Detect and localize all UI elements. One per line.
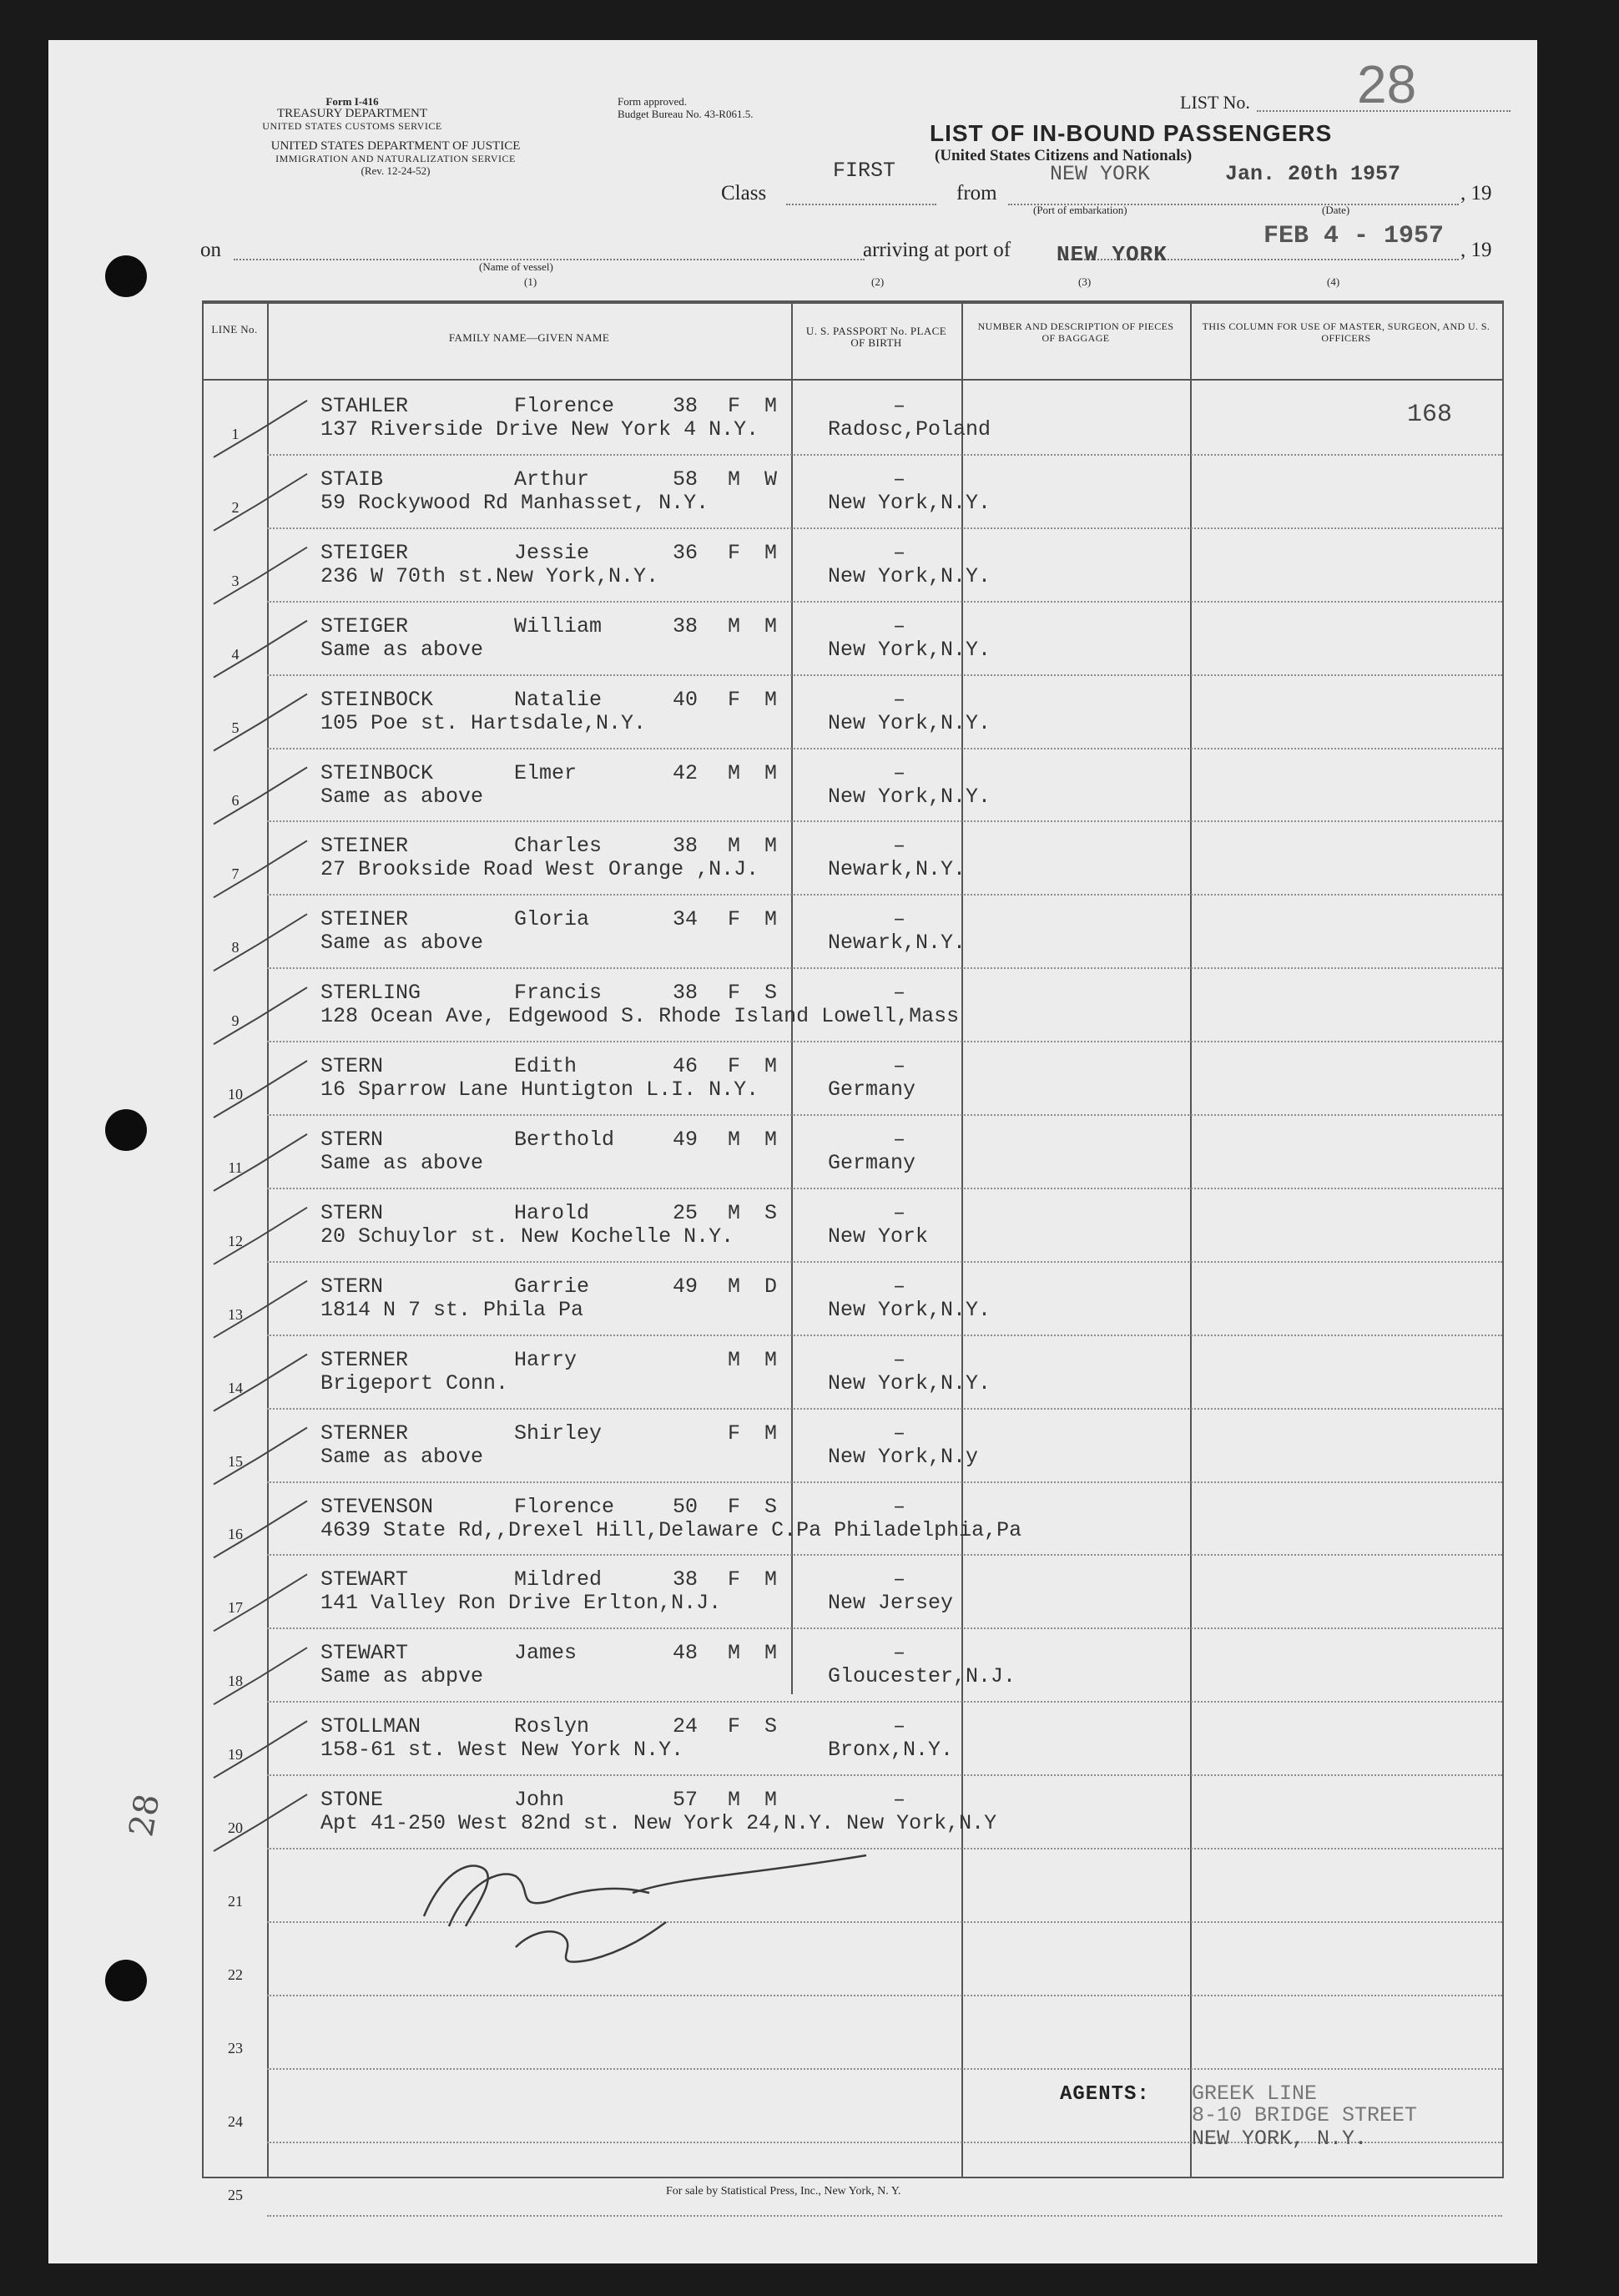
- address: Same as abpve: [320, 1664, 484, 1689]
- passport-no: –: [893, 1200, 906, 1225]
- family-name: STAHLER: [320, 394, 409, 418]
- sex: M: [728, 760, 741, 785]
- address: 158-61 st. West New York N.Y.: [320, 1738, 684, 1763]
- place-of-birth: New Jersey: [828, 1591, 954, 1616]
- passport-no: –: [893, 467, 906, 492]
- given-name: William: [514, 613, 603, 638]
- check-mark: [214, 1355, 307, 1411]
- given-name: Florence: [514, 1494, 615, 1519]
- sex: M: [728, 834, 741, 859]
- given-name: Berthold: [514, 1128, 615, 1152]
- treasury-department: TREASURY DEPARTMENT: [276, 107, 428, 120]
- manifest-page: [48, 40, 1537, 2263]
- immigration-service: IMMIGRATION AND NATURALIZATION SERVICE: [275, 153, 516, 164]
- address: 141 Valley Ron Drive Erlton,N.J.: [320, 1591, 722, 1616]
- sex: M: [728, 1128, 741, 1152]
- sex: F: [728, 981, 741, 1006]
- budget-bureau: Budget Bureau No. 43-R061.5.: [618, 108, 754, 120]
- place-of-birth: Newark,N.Y.: [828, 931, 966, 956]
- line-number: 10: [228, 1086, 243, 1103]
- passport-no: –: [893, 687, 906, 712]
- line-number: 23: [228, 2039, 243, 2056]
- marital-status: M: [764, 687, 778, 712]
- check-mark: [214, 694, 307, 751]
- passport-no: –: [893, 540, 906, 565]
- age: 57: [673, 1788, 699, 1813]
- sex: M: [728, 1347, 741, 1372]
- place-of-birth: New York,N.Y.: [828, 1297, 991, 1322]
- given-name: Harry: [514, 1347, 577, 1372]
- form-approved: Form approved.: [618, 95, 688, 108]
- family-name: STEIGER: [320, 540, 409, 565]
- marital-status: M: [764, 1641, 778, 1666]
- column-header-name: FAMILY NAME—GIVEN NAME: [448, 331, 610, 344]
- place-of-birth: New York: [828, 1224, 929, 1249]
- check-mark: [214, 1134, 307, 1191]
- address: Same as above: [320, 1151, 484, 1175]
- address: 128 Ocean Ave, Edgewood S. Rhode Island Lowell,Mass: [320, 1004, 960, 1029]
- handwritten-marks: [48, 40, 1537, 2263]
- line-number: 9: [231, 1012, 240, 1030]
- given-name: John: [514, 1788, 565, 1813]
- address: 4639 State Rd,,Drexel Hill,Delaware C.Pa Philadelphia,Pa: [320, 1517, 1022, 1542]
- line-number: 8: [231, 939, 240, 956]
- given-name: Mildred: [514, 1567, 603, 1592]
- passport-no: –: [893, 981, 906, 1006]
- marital-status: M: [764, 540, 778, 565]
- family-name: STEINBOCK: [320, 760, 434, 785]
- age: 38: [673, 394, 699, 418]
- family-name: STONE: [320, 1788, 384, 1813]
- family-name: STERN: [320, 1200, 384, 1225]
- form-revision: (Rev. 12-24-52): [361, 164, 431, 177]
- column-ref-2: (2): [871, 275, 885, 288]
- sex: F: [728, 1714, 741, 1739]
- check-mark: [214, 767, 307, 824]
- line-number: 1: [231, 425, 240, 442]
- check-mark: [214, 914, 307, 971]
- family-name: STEINBOCK: [320, 687, 434, 712]
- family-name: STERNER: [320, 1420, 409, 1446]
- address: Same as above: [320, 784, 484, 809]
- line-number: 11: [228, 1158, 243, 1176]
- passport-no: –: [893, 760, 906, 785]
- sex: F: [728, 907, 741, 932]
- given-name: Gloria: [514, 907, 590, 932]
- age: 49: [673, 1128, 699, 1152]
- check-mark: [214, 987, 307, 1044]
- check-mark: [214, 1648, 307, 1704]
- marital-status: M: [764, 613, 778, 638]
- passport-no: –: [893, 1420, 906, 1446]
- marital-status: M: [764, 1420, 778, 1446]
- check-mark: [214, 840, 307, 897]
- age: 40: [673, 687, 699, 712]
- passport-no: –: [893, 1054, 906, 1079]
- agents-label: AGENTS:: [1060, 2083, 1150, 2106]
- given-name: Harold: [514, 1200, 590, 1225]
- sex: F: [728, 1054, 741, 1079]
- check-mark: [214, 1061, 307, 1118]
- line-number: 19: [228, 1746, 243, 1764]
- address: Same as above: [320, 931, 484, 956]
- family-name: STERN: [320, 1054, 384, 1079]
- agent-line-3: NEW YORK, N.Y.: [1192, 2127, 1368, 2151]
- sex: M: [728, 467, 741, 492]
- marital-status: M: [764, 760, 778, 785]
- check-mark: [214, 1208, 307, 1264]
- given-name: Edith: [514, 1054, 577, 1079]
- age: 36: [673, 540, 699, 565]
- passport-no: –: [893, 613, 906, 638]
- column-ref-1: (1): [524, 275, 537, 288]
- family-name: STOLLMAN: [320, 1714, 421, 1739]
- check-mark: [214, 1794, 307, 1851]
- marital-status: M: [764, 1567, 778, 1592]
- line-number: 12: [228, 1232, 243, 1249]
- list-subtitle: (United States Citizens and Nationals): [935, 147, 1193, 164]
- marital-status: S: [764, 1714, 778, 1739]
- address: Brigeport Conn.: [320, 1370, 509, 1395]
- sex: M: [728, 1200, 741, 1225]
- place-of-birth: New York,N.Y.: [828, 1370, 991, 1395]
- place-of-birth: New York,N.Y.: [828, 490, 991, 515]
- given-name: Garrie: [514, 1274, 590, 1299]
- checkmark-group: [214, 401, 307, 1851]
- line-number: 25: [228, 2186, 243, 2203]
- check-mark: [214, 1574, 307, 1631]
- line-number: 3: [231, 572, 240, 589]
- class-value: FIRST: [833, 159, 896, 183]
- given-name: James: [514, 1641, 577, 1666]
- address: 20 Schuylor st. New Kochelle N.Y.: [320, 1224, 734, 1249]
- column-ref-4: (4): [1327, 275, 1340, 288]
- place-of-birth: New York,N.Y.: [828, 637, 991, 662]
- family-name: STERN: [320, 1274, 384, 1299]
- family-name: STERNER: [320, 1347, 409, 1372]
- sex: F: [728, 1420, 741, 1446]
- agent-line-1: GREEK LINE: [1192, 2082, 1318, 2106]
- age: 46: [673, 1054, 699, 1079]
- sex: F: [728, 540, 741, 565]
- address: 59 Rockywood Rd Manhasset, N.Y.: [320, 490, 709, 515]
- place-of-birth: Radosc,Poland: [828, 417, 991, 442]
- customs-service: UNITED STATES CUSTOMS SERVICE: [262, 120, 442, 132]
- list-title: LIST OF IN-BOUND PASSENGERS: [930, 120, 1333, 146]
- year-suffix: , 19: [1460, 182, 1492, 204]
- check-mark: [214, 621, 307, 678]
- address: 1814 N 7 st. Phila Pa: [320, 1297, 584, 1322]
- passport-no: –: [893, 1788, 906, 1813]
- column-header-line-no: LINE No.: [211, 323, 258, 336]
- passport-no: –: [893, 834, 906, 859]
- passport-no: –: [893, 1347, 906, 1372]
- passport-no: –: [893, 1714, 906, 1739]
- family-name: STERN: [320, 1128, 384, 1152]
- age: 48: [673, 1641, 699, 1666]
- passport-no: –: [893, 394, 906, 418]
- given-name: Natalie: [514, 687, 603, 712]
- from-label: from: [956, 182, 997, 204]
- officer-note: 168: [1407, 401, 1453, 429]
- sex: F: [728, 687, 741, 712]
- arrival-port: NEW YORK: [1057, 242, 1168, 267]
- address: 16 Sparrow Lane Huntigton L.I. N.Y.: [320, 1077, 759, 1103]
- family-name: STEWART: [320, 1567, 409, 1592]
- marital-status: S: [764, 981, 778, 1006]
- age: 50: [673, 1494, 699, 1519]
- column-header-officers: THIS COLUMN FOR USE OF MASTER, SURGEON, AND U. S. OFFICERS: [1202, 320, 1490, 344]
- sex: M: [728, 1274, 741, 1299]
- address: 105 Poe st. Hartsdale,N.Y.: [320, 710, 647, 735]
- check-mark: [214, 474, 307, 531]
- line-number: 15: [228, 1452, 243, 1470]
- margin-note: 28: [122, 1790, 168, 1840]
- line-number: 24: [228, 2112, 243, 2130]
- line-number: 13: [228, 1305, 243, 1323]
- address: Same as above: [320, 637, 484, 662]
- line-number: 2: [231, 498, 240, 516]
- check-mark: [214, 1721, 307, 1778]
- place-of-birth: Newark,N.Y.: [828, 857, 966, 882]
- line-number: 7: [231, 865, 240, 883]
- age: 38: [673, 613, 699, 638]
- marital-status: S: [764, 1494, 778, 1519]
- official-signature: [424, 1855, 866, 1962]
- place-of-birth: Germany: [828, 1077, 916, 1103]
- place-of-birth: New York,N.Y.: [828, 563, 991, 588]
- marital-status: M: [764, 1788, 778, 1813]
- marital-status: M: [764, 394, 778, 418]
- family-name: STEVENSON: [320, 1494, 434, 1519]
- marital-status: M: [764, 1054, 778, 1079]
- check-mark: [214, 1501, 307, 1557]
- family-name: STAIB: [320, 467, 384, 492]
- passport-no: –: [893, 1128, 906, 1152]
- year-suffix-2: , 19: [1460, 239, 1492, 261]
- given-name: Charles: [514, 834, 603, 859]
- line-number: 18: [228, 1673, 243, 1690]
- age: 38: [673, 834, 699, 859]
- address: 137 Riverside Drive New York 4 N.Y.: [320, 417, 759, 442]
- date-caption: (Date): [1322, 204, 1350, 216]
- given-name: Elmer: [514, 760, 577, 785]
- column-ref-3: (3): [1078, 275, 1092, 288]
- address: 236 W 70th st.New York,N.Y.: [320, 563, 659, 588]
- age: 34: [673, 907, 699, 932]
- agent-line-2: 8-10 BRIDGE STREET: [1192, 2103, 1418, 2127]
- marital-status: W: [764, 467, 778, 492]
- place-of-birth: Germany: [828, 1151, 916, 1175]
- line-number: 22: [228, 1965, 243, 1983]
- age: 38: [673, 1567, 699, 1592]
- family-name: STERLING: [320, 981, 421, 1006]
- list-number: 28: [1357, 54, 1417, 114]
- passport-no: –: [893, 1494, 906, 1519]
- given-name: Shirley: [514, 1420, 603, 1446]
- check-mark: [214, 1281, 307, 1338]
- line-number: 14: [228, 1379, 243, 1396]
- port-embarkation: NEW YORK: [1050, 162, 1151, 186]
- sex: M: [728, 1788, 741, 1813]
- marital-status: M: [764, 1128, 778, 1152]
- place-of-birth: New York,N.y: [828, 1444, 979, 1469]
- check-mark: [214, 548, 307, 604]
- family-name: STEWART: [320, 1641, 409, 1666]
- passport-no: –: [893, 1567, 906, 1592]
- address: Same as above: [320, 1444, 484, 1469]
- justice-department: UNITED STATES DEPARTMENT OF JUSTICE: [270, 139, 521, 153]
- class-label: Class: [721, 182, 767, 204]
- printer-footer: For sale by Statistical Press, Inc., New York, N. Y.: [666, 2185, 901, 2198]
- age: 42: [673, 760, 699, 785]
- family-name: STEINER: [320, 834, 409, 859]
- given-name: Roslyn: [514, 1714, 590, 1739]
- form-number: Form I-416: [325, 95, 379, 108]
- sex: M: [728, 1641, 741, 1666]
- address: Apt 41-250 West 82nd st. New York 24,N.Y. New York,N.Y: [320, 1811, 997, 1836]
- marital-status: D: [764, 1274, 778, 1299]
- sex: F: [728, 394, 741, 418]
- column-header-baggage: NUMBER AND DESCRIPTION OF PIECES OF BAGGAGE: [977, 320, 1174, 344]
- line-number: 21: [228, 1892, 243, 1910]
- line-number: 6: [231, 792, 240, 810]
- age: 49: [673, 1274, 699, 1299]
- given-name: Francis: [514, 981, 603, 1006]
- line-number: 5: [231, 719, 240, 736]
- marital-status: M: [764, 1347, 778, 1372]
- sex: F: [728, 1494, 741, 1519]
- arriving-label: arriving at port of: [863, 239, 1011, 261]
- family-name: STEIGER: [320, 613, 409, 638]
- place-of-birth: Bronx,N.Y.: [828, 1738, 954, 1763]
- marital-status: M: [764, 907, 778, 932]
- age: 24: [673, 1714, 699, 1739]
- place-of-birth: New York,N.Y.: [828, 784, 991, 809]
- address: 27 Brookside Road West Orange ,N.J.: [320, 857, 759, 882]
- given-name: Arthur: [514, 467, 590, 492]
- check-mark: [214, 1428, 307, 1485]
- family-name: STEINER: [320, 907, 409, 932]
- column-header-passport: U. S. PASSPORT No. PLACE OF BIRTH: [805, 325, 947, 349]
- line-number: 16: [228, 1526, 243, 1543]
- check-mark: [214, 401, 307, 457]
- passport-no: –: [893, 1641, 906, 1666]
- sex: F: [728, 1567, 741, 1592]
- age: 25: [673, 1200, 699, 1225]
- vessel-caption: (Name of vessel): [479, 260, 553, 273]
- passport-no: –: [893, 1274, 906, 1299]
- line-number: 20: [228, 1819, 243, 1836]
- on-label: on: [200, 239, 221, 261]
- departure-date: Jan. 20th 1957: [1225, 162, 1401, 186]
- marital-status: S: [764, 1200, 778, 1225]
- age: 58: [673, 467, 699, 492]
- sex: M: [728, 613, 741, 638]
- port-caption: (Port of embarkation): [1033, 204, 1127, 216]
- line-number: 4: [231, 645, 240, 663]
- place-of-birth: New York,N.Y.: [828, 710, 991, 735]
- passport-no: –: [893, 907, 906, 932]
- age: 38: [673, 981, 699, 1006]
- marital-status: M: [764, 834, 778, 859]
- line-number: 17: [228, 1599, 243, 1617]
- given-name: Florence: [514, 394, 615, 418]
- list-no-label: LIST No.: [1180, 92, 1250, 113]
- arrival-date-stamp: FEB 4 - 1957: [1263, 222, 1445, 250]
- given-name: Jessie: [514, 540, 590, 565]
- place-of-birth: Gloucester,N.J.: [828, 1664, 1016, 1689]
